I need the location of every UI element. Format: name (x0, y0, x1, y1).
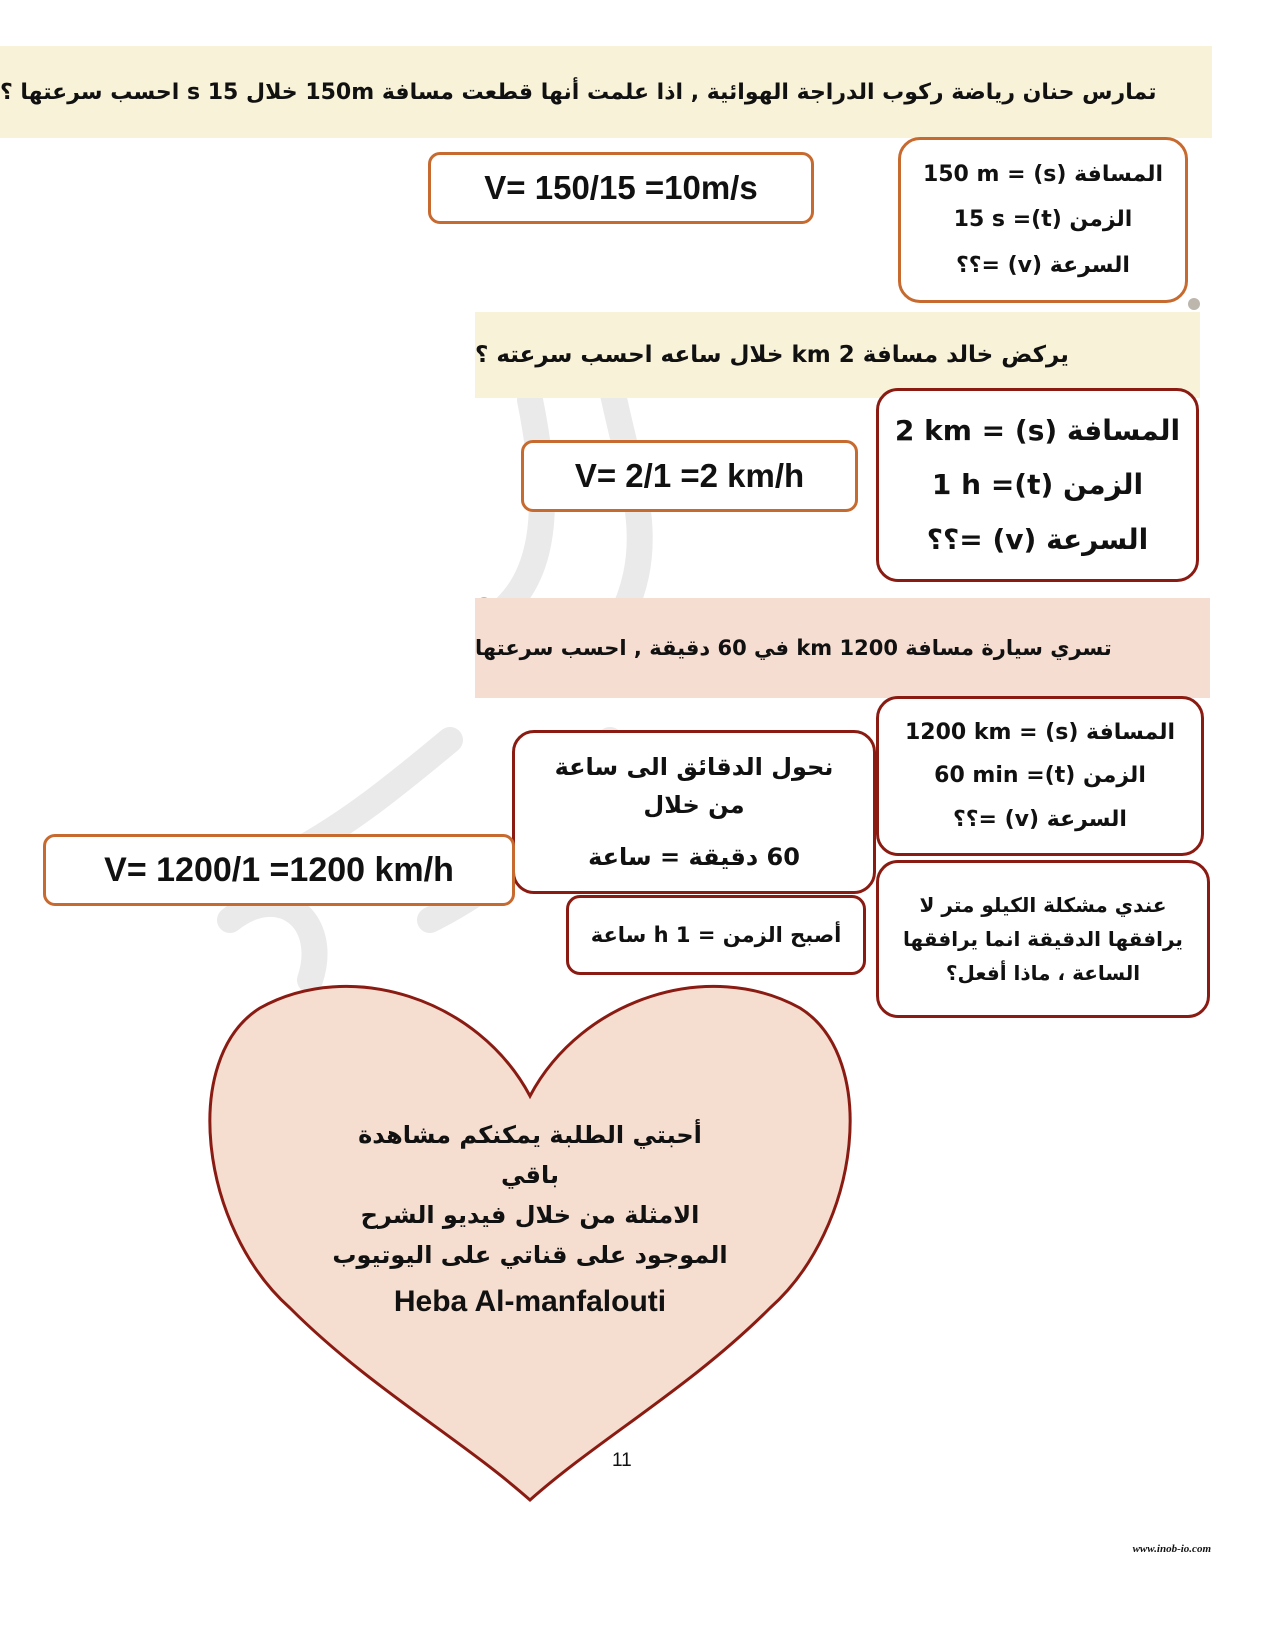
problem1-given-distance: المسافة (s) = 150 m (922, 162, 1164, 188)
problem3-time-result: أصبح الزمن = 1 h ساعة (590, 923, 842, 947)
problem1-given-time: الزمن (t)= 15 s (953, 207, 1133, 233)
problem2-answer: V= 2/1 =2 km/h (574, 457, 805, 494)
problem3-given-speed: السرعة (v) =؟؟ (953, 806, 1127, 832)
problem3-question: تسري سيارة مسافة 1200 km في 60 دقيقة , احسب سرعتها (475, 636, 1112, 660)
heart-line-3: الموجود على قناتي على اليوتيوب (332, 1241, 728, 1269)
problem3-given-box (876, 696, 1204, 856)
problem2-question: يركض خالد مسافة 2 km خلال ساعه احسب سرعته ؟ (475, 342, 1069, 368)
problem3-time-result-box (566, 895, 866, 975)
problem3-conversion-box (512, 730, 876, 894)
problem1-given-speed: السرعة (v) =؟؟ (956, 252, 1130, 278)
problem2-answer-box (521, 440, 858, 512)
heart-line-2: الامثلة من خلال فيديو الشرح (360, 1201, 700, 1229)
problem2-given-distance: المسافة (s) = 2 km (894, 413, 1181, 447)
problem3-note-line-2: يرافقها الدقيقة انما يرافقها (903, 927, 1183, 951)
problem3-answer: V= 1200/1 =1200 km/h (104, 850, 454, 889)
problem1-answer-box (428, 152, 814, 224)
problem2-given-box (876, 388, 1199, 582)
problem1-answer: V= 150/15 =10m/s (484, 169, 758, 206)
problem3-answer-box (43, 834, 515, 906)
footer-url: www.inob-io.com (1132, 1543, 1211, 1555)
problem3-conversion-equation: 60 دقيقة = ساعة (588, 843, 800, 871)
problem3-question-note-box (876, 860, 1210, 1018)
problem1-question: تمارس حنان رياضة ركوب الدراجة الهوائية , اذا علمت أنها قطعت مسافة 150m خلال 15 s احسب سرعتها ؟ (0, 79, 1157, 105)
decor-dot (1188, 298, 1200, 310)
heart-author: Heba Al-manfalouti (393, 1285, 667, 1318)
problem3-given-distance: المسافة (s) = 1200 km (904, 720, 1176, 746)
problem1-question-banner (0, 46, 1212, 138)
problem2-given-time: الزمن (t)= 1 h (931, 468, 1144, 502)
problem2-given-speed: السرعة (v) =؟؟ (926, 523, 1149, 557)
problem3-conversion-text: نحول الدقائق الى ساعة من خلال (554, 753, 834, 819)
problem3-note-line-1: عندي مشكلة الكيلو متر لا (919, 893, 1167, 917)
problem1-given-box (898, 137, 1188, 303)
problem3-note-line-3: الساعة ، ماذا أفعل؟ (945, 961, 1141, 985)
heart-line-1: أحبتي الطلبة يمكنكم مشاهدة باقي (358, 1121, 702, 1189)
problem3-given-time: الزمن (t)= 60 min (934, 763, 1146, 789)
problem2-question-banner (475, 312, 1200, 398)
page-number: 11 (612, 1450, 632, 1471)
heart-message (330, 1115, 730, 1319)
problem3-question-banner (475, 598, 1210, 698)
